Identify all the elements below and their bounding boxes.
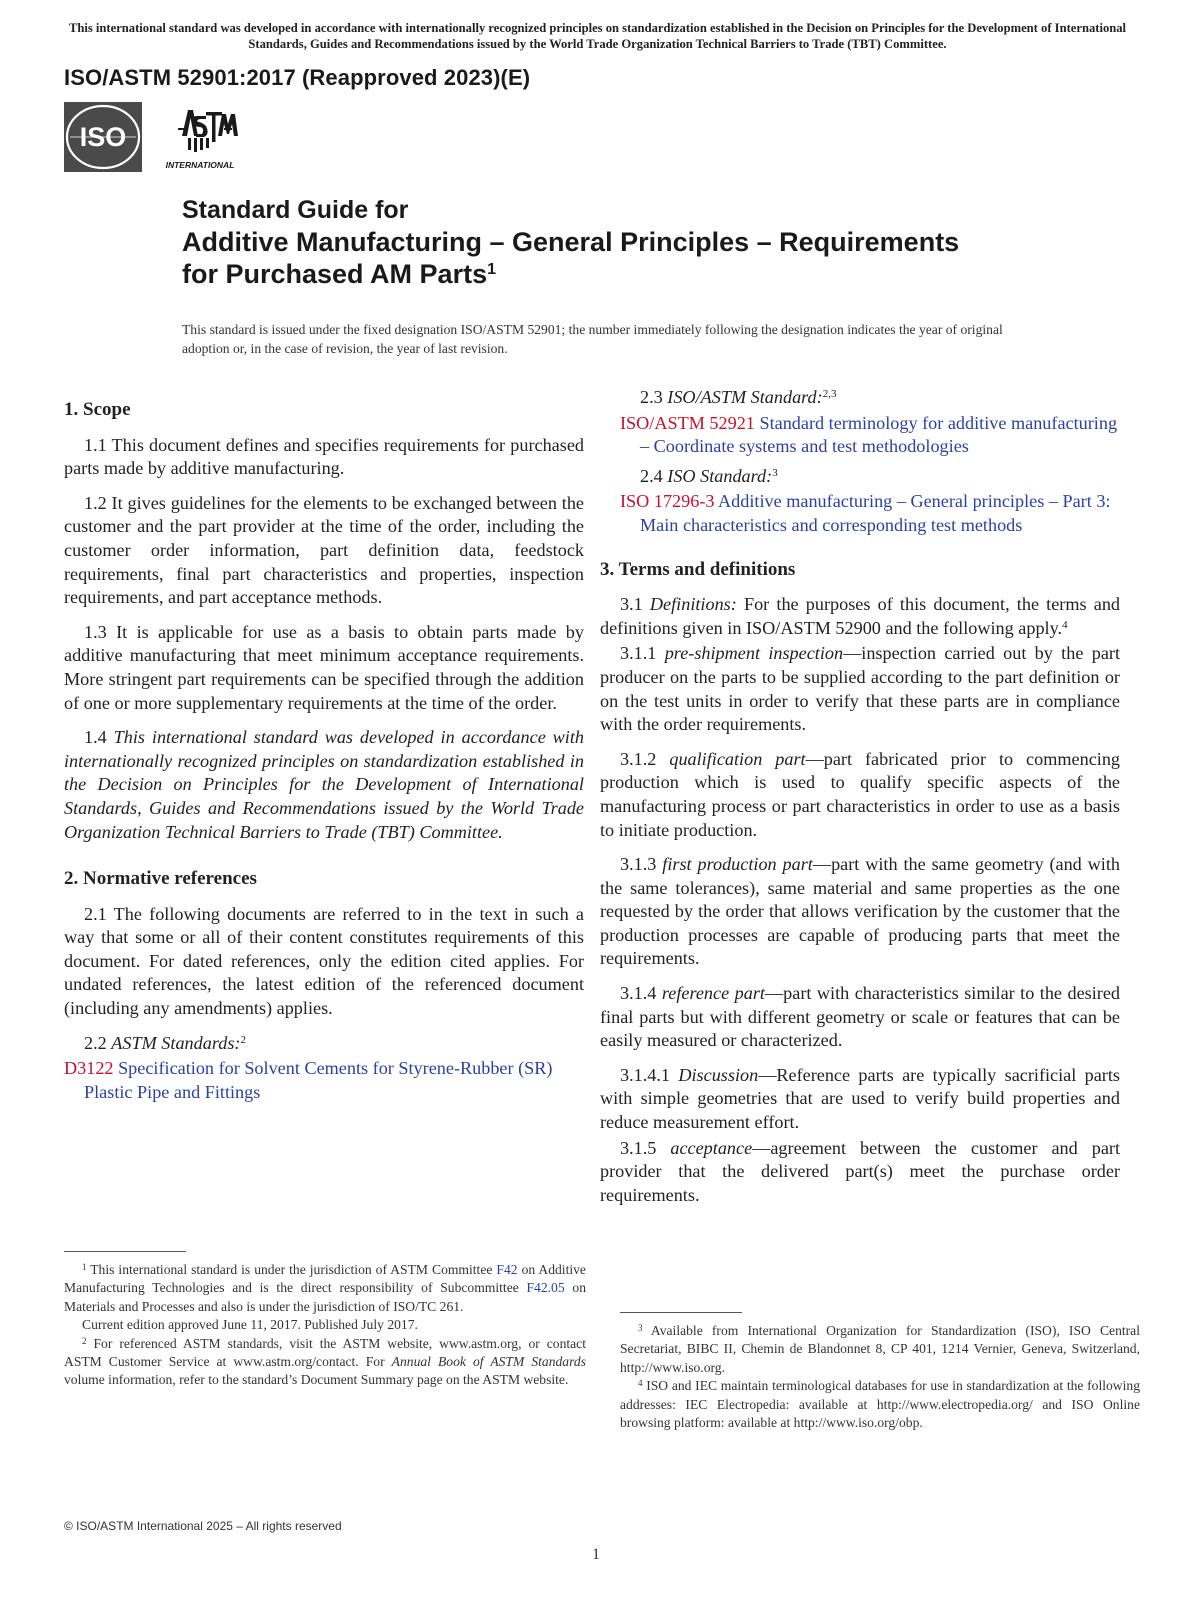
right-footnotes — [620, 1322, 1140, 1432]
clause-2-3-label: ISO/ASTM Standard: — [667, 387, 823, 407]
clause-3-1-number: 3.1 — [620, 594, 643, 615]
footnote-3 — [620, 1322, 1140, 1377]
clause-2-2-number: 2.2 — [84, 1032, 107, 1053]
footnote-3-text: Available from International Organization for Standardization (ISO), ISO Central Secretariat, BIBC II, Chemin de Blandonnet 8, CP 401, 1214 Vernier, Geneva, Switzerland, http://www.iso.org. — [620, 1323, 1140, 1375]
clause-3-1-1-text: —inspection carried out by the part producer on the parts to be supplied according to the part definition or on the test units in order to verify that these parts are in compliance with the order requirements. — [600, 643, 1120, 735]
footnote-1-mark: 1 — [82, 1262, 87, 1272]
left-footnotes — [64, 1261, 586, 1390]
reference-52921-code[interactable]: ISO/ASTM 52921 — [620, 412, 755, 433]
clause-2-3-number: 2.3 — [640, 387, 663, 407]
footnote-2-text-b: volume information, refer to the standard’s Document Summary page on the ASTM website. — [64, 1372, 569, 1388]
clause-3-1-3 — [600, 853, 1120, 971]
section-2-heading: 2. Normative references — [64, 868, 257, 890]
clause-3-1-4-1 — [600, 1064, 1120, 1135]
clause-1-4 — [64, 726, 584, 844]
clause-1-3: 1.3 It is applicable for use as a basis to obtain parts made by additive manufacturing that meet minimum acceptance requirements. More stringent part requirements can be specified through the addition of one or more supplementary requirements at the time of the order. — [64, 621, 584, 713]
footnote-2-italic: Annual Book of ASTM Standards — [391, 1354, 586, 1370]
clause-3-1-4-text: —part with characteristics similar to the desired final parts but with different geometry or scale or features that can be easily measured or characterized. — [600, 983, 1120, 1051]
title-line-2: Additive Manufacturing – General Principles – Requirements — [182, 227, 960, 257]
clause-3-1-5-text: —agreement between the customer and part provider that the delivered part(s) meet the purchase order requirements. — [600, 1137, 1121, 1205]
clause-3-1-4-1-text: —Reference parts are typically sacrificial parts with simple geometries that are used to verify build properties and reduce measurement effort. — [600, 1064, 1120, 1133]
clause-3-1-5-term: acceptance — [670, 1137, 753, 1158]
section-1-heading: 1. Scope — [64, 399, 131, 420]
footnote-3-mark: 3 — [638, 1323, 643, 1333]
left-column — [64, 398, 584, 1110]
clause-3-1-5 — [600, 1137, 1120, 1208]
reference-52921-title[interactable]: Standard terminology for additive manufacturing – Coordinate systems and test methodologies — [640, 412, 1118, 457]
clause-3-1-3-text: —part with the same geometry (and with the same tolerances), same material and same properties as the one requested by the order that allows verification by the customer that the production processes are capable of producing parts that meet the requirements. — [600, 854, 1121, 969]
clause-2-4 — [620, 465, 1120, 489]
clause-3-1-sup: 4 — [1062, 618, 1068, 631]
subcommittee-f42-05-link[interactable]: F42.05 — [526, 1280, 565, 1296]
clause-2-4-number: 2.4 — [640, 465, 663, 486]
clause-2-2-sup: 2 — [240, 1033, 246, 1046]
iso-logo-graphic — [64, 102, 142, 172]
clause-2-3 — [620, 386, 1120, 410]
standard-designation: ISO/ASTM 52901:2017 (Reapproved 2023)(E) — [64, 65, 531, 90]
title-line-3 — [182, 258, 1082, 290]
footnote-1 — [64, 1261, 586, 1316]
right-footnote-rule — [620, 1312, 742, 1313]
clause-2-1: 2.1 The following documents are referred to in the text in such a way that some or all of their content constitutes requirements of this document. For dated references, only the edition cited applies. For undated references, the latest edition of the referenced document (including any amendments) applies. — [64, 903, 584, 1019]
footnote-1-text-c: on Materials and Processes and also is under the jurisdiction of ISO/TC 261. — [64, 1280, 586, 1314]
iso-logo — [64, 102, 142, 172]
astm-logo-graphic — [160, 106, 240, 176]
clause-1-4-number: 1.4 — [84, 727, 107, 748]
clause-2-2 — [64, 1032, 584, 1056]
reference-d3122-code[interactable]: D3122 — [64, 1058, 114, 1079]
title-line-3-text: for Purchased AM Parts — [182, 259, 488, 289]
reference-d3122-title[interactable]: Specification for Solvent Cements for Styrene-Rubber (SR) Plastic Pipe and Fittings — [84, 1058, 553, 1102]
document-title — [182, 194, 1082, 290]
clause-3-1-3-term: first production part — [662, 854, 813, 875]
footnote-4-text: ISO and IEC maintain terminological databases for use in standardization at the following addresses: IEC Electropedia: available at http://www.electropedia.org/ and ISO Online browsing platform: available at http://www.iso.org/obp. — [620, 1378, 1140, 1431]
clause-3-1-4-term: reference part — [661, 983, 765, 1004]
title-line-1: Standard Guide for — [182, 196, 409, 224]
footnote-2-text-a: For referenced ASTM standards, visit the ASTM website, www.astm.org, or contact ASTM Customer Service at www.astm.org/contact. For — [64, 1335, 586, 1370]
clause-3-1 — [600, 593, 1120, 640]
compliance-banner: This international standard was developed in accordance with internationally recognized principles on standardization established in the Decision on Principles for the Development of International Standards, Guides and Recommendations issued by the World Trade Organization Technical Barriers to Trade (TBT) Committee. — [68, 21, 1127, 51]
committee-f42-link[interactable]: F42 — [496, 1262, 518, 1277]
footnote-2 — [64, 1335, 586, 1390]
copyright-notice: © ISO/ASTM International 2025 – All rights reserved — [64, 1519, 342, 1533]
clause-3-1-2-text: —part fabricated prior to commencing production which is used to qualify specific aspects of the manufacturing process or part characteristics in order to use as a basis to initiate production. — [600, 748, 1121, 840]
reference-17296-3-code[interactable]: ISO 17296-3 — [620, 491, 715, 512]
clause-3-1-label: Definitions: — [649, 594, 737, 615]
clause-2-2-label: ASTM Standards: — [111, 1032, 241, 1053]
clause-2-3-sup: 2,3 — [822, 388, 837, 400]
left-footnote-rule — [64, 1251, 186, 1252]
issue-note: This standard is issued under the fixed designation ISO/ASTM 52901; the number immediately following the designation indicates the year of original adoption or, in the case of revision, the year of last revision. — [182, 322, 1003, 356]
clause-3-1-1-term: pre-shipment inspection — [664, 643, 844, 664]
clause-1-4-text: This international standard was developed in accordance with internationally recognized principles on standardization established in the Decision on Principles for the Development of International Standards, Guides and Recommendations issued by the World Trade Organization Technical Barriers to Trade (TBT) Committee. — [64, 727, 585, 842]
clause-3-1-4-1-term: Discussion — [678, 1064, 759, 1085]
clause-3-1-4-1-number: 3.1.4.1 — [620, 1064, 671, 1085]
reference-17296-3-title[interactable]: Additive manufacturing – General principles – Part 3: Main characteristics and corresponding test methods — [640, 491, 1111, 535]
clause-3-1-4-number: 3.1.4 — [620, 983, 657, 1004]
clause-2-4-label: ISO Standard: — [667, 465, 773, 486]
astm-logo — [160, 106, 240, 176]
section-3-heading: 3. Terms and definitions — [600, 558, 796, 580]
clause-3-1-4 — [600, 982, 1120, 1053]
edition-note: Current edition approved June 11, 2017. Published July 2017. — [82, 1317, 418, 1333]
clause-3-1-3-number: 3.1.3 — [620, 854, 657, 875]
footnote-4 — [620, 1377, 1140, 1432]
clause-1-1: 1.1 This document defines and specifies requirements for purchased parts made by additive manufacturing. — [64, 434, 584, 479]
reference-d3122[interactable] — [64, 1057, 584, 1104]
footnote-1-text-a: This international standard is under the jurisdiction of ASTM Committee — [90, 1262, 493, 1277]
reference-52921[interactable] — [620, 412, 1120, 459]
reference-17296-3[interactable] — [620, 490, 1120, 537]
footnote-1-text-b: on Additive Manufacturing Technologies and is the direct responsibility of Subcommittee — [64, 1262, 586, 1296]
clause-3-1-text: For the purposes of this document, the terms and definitions given in ISO/ASTM 52900 and the following apply. — [600, 594, 1121, 638]
astm-logo-subtext: INTERNATIONAL — [165, 160, 235, 170]
right-column — [600, 387, 1121, 1218]
clause-3-1-2-term: qualification part — [669, 748, 806, 769]
clause-3-1-2 — [600, 748, 1120, 842]
footnote-2-mark: 2 — [82, 1335, 87, 1346]
page-number: 1 — [592, 1546, 600, 1563]
clause-3-1-2-number: 3.1.2 — [620, 748, 657, 769]
clause-1-2: 1.2 It gives guidelines for the elements to be exchanged between the customer and the part provider at the time of the order, including the customer order information, part definition data, feedstock requirements, final part characteristics and properties, inspection requirements, and part acceptance methods. — [64, 492, 584, 608]
footnote-4-mark: 4 — [638, 1378, 643, 1389]
clause-3-1-1-number: 3.1.1 — [620, 643, 657, 664]
iso-logo-text: ISO — [79, 122, 127, 152]
title-footnote-mark: 1 — [487, 261, 496, 278]
clause-3-1-5-number: 3.1.5 — [620, 1137, 657, 1158]
clause-2-4-sup: 3 — [772, 466, 778, 479]
clause-3-1-1 — [600, 642, 1120, 736]
